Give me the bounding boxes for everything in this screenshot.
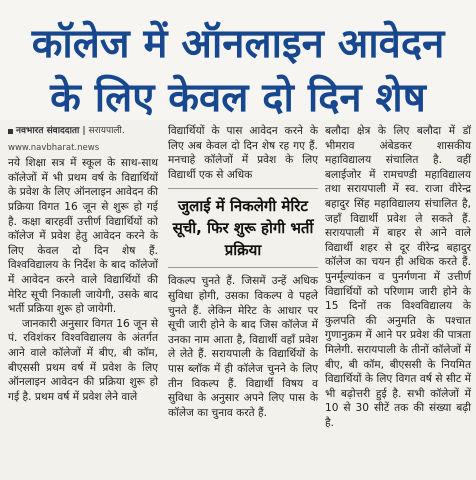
byline-separator: | (82, 126, 86, 136)
column2-paragraph-1: विद्यार्थियों के पास आवेदन करने के लिए अब केवल दो दिन शेष रह गए हैं. मनचाहे कॉलेजों में प्रवेश के लिए विद्यार्थी एक से अधिक (168, 125, 318, 181)
subheading: जुलाई में निकलेगी मेरिट सूची, फिर शुरू होगी भर्ती प्रक्रिया (172, 197, 314, 260)
article-column-3 (325, 124, 471, 430)
headline-line-2: के लिए केवल दो दिन शेष (50, 75, 426, 121)
headline-block (0, 0, 476, 120)
column1-paragraph-1: नये शिक्षा सत्र में स्कूल के साथ-साथ कॉलेजों में भी प्रथम वर्ष के विद्यार्थियों के प्रवेश के लिए ऑनलाइन आवेदन की प्रक्रिया विगत 16 जून से शुरू हो गई है. कक्षा बारहवीं उत्तीर्ण विद्यार्थियों को कॉलेज में प्रवेश हेतु आवेदन करने के लिए केवल दो दिन शेष हैं. विश्वविद्यालय के निर्देश के बाद कॉलेजों में आवेदन करने वाले विद्यार्थियों की मेरिट सूची निकाली जायेगी, उसके बाद भर्ती प्रक्रिया शुरू हो जायेगी. (8, 157, 158, 316)
byline-agency: नवभारत संवाददाता (16, 126, 80, 136)
headline-line-1: कॉलेज में ऑनलाइन आवेदन (31, 21, 445, 67)
byline-place: सरायपाली. (88, 126, 125, 136)
article-column-2 (168, 124, 318, 420)
column3-paragraph-1: बलौदा क्षेत्र के लिए बलौदा में डॉ भीमराव अंबेडकर शासकीय महाविद्यालय संचालित है. वहीं बलाईजोर में रामचण्डी महाविद्यालय तथा सरायपाली में स्व. राजा वीरेन्द्र बहादुर सिंह महाविद्यालय संचालित है, जहाँ विद्यार्थी प्रवेश ले सकते हैं. सरायपाली में बाहर से आने वाले विद्यार्थी शहर से दूर वीरेन्द्र बहादुर कॉलेज का चयन ही अधिक करते हैं. पुनर्मूल्यांकन व पुनर्गणना में उत्तीर्ण विद्यार्थियों को परिणाम जारी होने के 15 दिनों तक विश्वविद्यालय के कुलपति की अनुमति के पश्चात गुणानुक्रम में आने पर प्रवेश की पात्रता मिलेगी. सरायपाली के तीनों कॉलेजों में बीए, बी कॉम, बीएससी के नियमित विद्यार्थियों के लिए विगत वर्ष से सीट में भी बढ़ोत्तरी हुई है. सभी कॉलेजों में 10 से 30 सीटें तक की संख्या बढ़ी है. (325, 125, 471, 429)
article-column-1 (8, 124, 158, 404)
column2-paragraph-2: विकल्प चुनते हैं. जिसमें उन्हें अधिक सुविधा होगी, उसका विकल्प वे पहले चुनते हैं. लेकिन मेरिट के आधार पर सूची जारी होने के बाद जिस कॉलेज में उनका नाम आता है, विद्यार्थी वहाँ प्रवेश ले लेते हैं. सरायपाली के विद्यार्थियों के पास ब्लॉक में ही कॉलेज चुनने के लिए तीन विकल्प हैं. विद्यार्थी विषय व सुविधा के अनुसार अपने लिए पास के कॉलेज का चुनाव करते हैं. (168, 275, 318, 419)
bullet-square-icon (8, 129, 13, 134)
website-url: www.navbharat.news (8, 142, 100, 153)
byline (8, 124, 158, 139)
column1-paragraph-2: जानकारी अनुसार विगत 16 जून से पं. रविशंकर विश्वविद्यालय के अंतर्गत आने वाले कॉलेजों में बीए, बी कॉम, बीएससी प्रथम वर्ष में प्रवेश के लिए ऑनलाइन आवेदन की प्रक्रिया शुरू हो गई है. प्रथम वर्ष में प्रवेश लेने वाले (8, 317, 158, 403)
subheading-box (168, 188, 318, 268)
